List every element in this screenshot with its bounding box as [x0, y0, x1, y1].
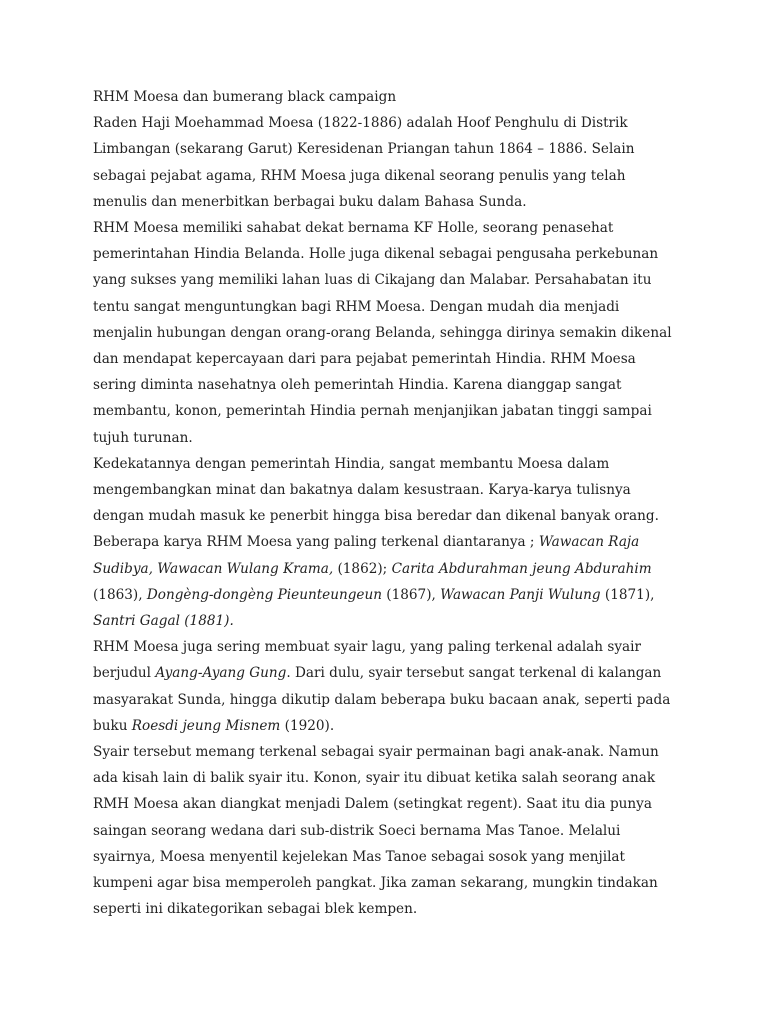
- document-title: RHM Moesa dan bumerang black campaign: [93, 89, 397, 105]
- song-tail-text: (1920).: [280, 717, 335, 734]
- work-title-5: Santri Gagal (1881).: [93, 613, 234, 630]
- work-title-3: Dongèng-dongèng Pieunteungeun: [146, 586, 382, 603]
- paragraph-song: [93, 634, 675, 739]
- work-title-2: Carita Abdurahman jeung Abdurahim: [391, 560, 652, 577]
- work-year-4: (1871),: [600, 586, 655, 603]
- work-title-1: Wawacan Raja Sudibya, Wawacan Wulang Krama,: [93, 534, 640, 577]
- song-lead-text: RHM Moesa juga sering membuat syair lagu, yang paling terkenal adalah syair berjudul: [93, 639, 641, 682]
- work-year-3: (1867),: [381, 586, 441, 603]
- work-title-4: Wawacan Panji Wulung: [440, 586, 601, 603]
- paragraph-works: [93, 451, 675, 634]
- document-body: [93, 84, 675, 923]
- book-title: Roesdi jeung Misnem: [131, 717, 281, 734]
- song-title: Ayang-Ayang Gung: [155, 665, 287, 682]
- paragraph-holle: RHM Moesa memiliki sahabat dekat bernama KF Holle, seorang penasehat pemerintahan Hindia Belanda. Holle juga dikenal sebagai pengusaha perkebunan yang sukses yang memiliki lahan luas di Cikajang dan Malabar. Persahabatan itu tentu sangat menguntungkan bagi RHM Moesa. Dengan mudah dia menjadi menjalin hubungan dengan orang-orang Belanda, sehingga dirinya semakin dikenal dan mendapat kepercayaan dari para pejabat pemerintah Hindia. RHM Moesa sering diminta nasehatnya oleh pemerintah Hindia. Karena dianggap sangat membantu, konon, pemerintah Hindia pernah menjanjikan jabatan tinggi sampai tujuh turunan.: [93, 220, 672, 446]
- paragraph-story: Syair tersebut memang terkenal sebagai syair permainan bagi anak-anak. Namun ada kisah lain di balik syair itu. Konon, syair itu dibuat ketika salah seorang anak RMH Moesa akan diangkat menjadi Dalem (setingkat regent). Saat itu dia punya saingan seorang wedana dari sub-distrik Soeci bernama Mas Tanoe. Melalui syairnya, Moesa menyentil kejelekan Mas Tanoe sebagai sosok yang menjilat kumpeni agar bisa memperoleh pangkat. Jika zaman sekarang, mungkin tindakan seperti ini dikategorikan sebagai blek kempen.: [93, 744, 659, 918]
- song-mid-text: . Dari dulu, syair tersebut sangat terkenal di kalangan masyarakat Sunda, hingga dikutip dalam beberapa buku bacaan anak, seperti pada buku: [93, 665, 671, 734]
- works-lead-text: Kedekatannya dengan pemerintah Hindia, sangat membantu Moesa dalam mengembangkan minat dan bakatnya dalam kesustraan. Karya-karya tulisnya dengan mudah masuk ke penerbit hingga bisa beredar dan dikenal banyak orang. Beberapa karya RHM Moesa yang paling terkenal diantaranya ;: [93, 455, 659, 551]
- paragraph-intro: Raden Haji Moehammad Moesa (1822-1886) adalah Hoof Penghulu di Distrik Limbangan (sekarang Garut) Keresidenan Priangan tahun 1864 – 1886. Selain sebagai pejabat agama, RHM Moesa juga dikenal seorang penulis yang telah menulis dan menerbitkan berbagai buku dalam Bahasa Sunda.: [93, 115, 635, 210]
- work-year-1: (1862);: [333, 560, 392, 577]
- work-year-2: (1863),: [93, 586, 147, 603]
